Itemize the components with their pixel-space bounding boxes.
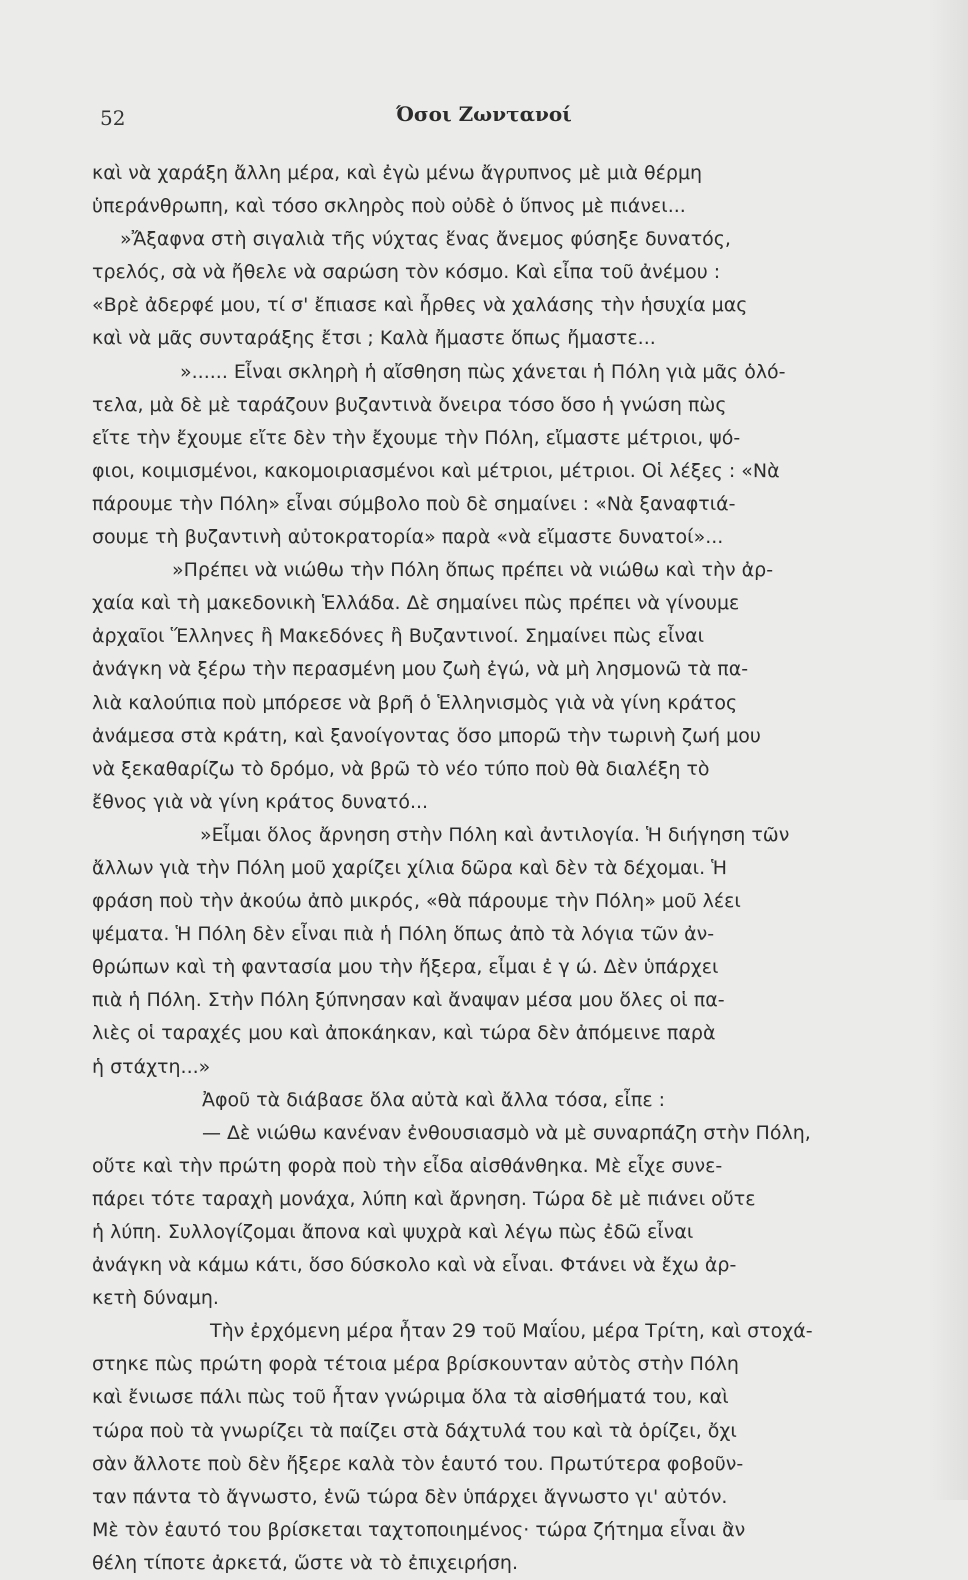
text-line: καὶ νὰ χαράξη ἄλλη μέρα, καὶ ἐγὼ μένω ἄγρυπνος μὲ μιὰ θέρμη: [92, 162, 703, 184]
text-line: θρώπων καὶ τὴ φαντασία μου τὴν ἤξερα, εἶμαι ἐ γ ώ. Δὲν ὑπάρχει: [92, 956, 719, 979]
text-line: λιὰ καλούπια ποὺ μπόρεσε νὰ βρῆ ὁ Ἑλληνισμὸς γιὰ νὰ γίνη κράτος: [92, 691, 738, 714]
text-line: καὶ ἔνιωσε πάλι πὼς τοῦ ἦταν γνώριμα ὅλα τὰ αἰσθήματά του, καὶ: [92, 1386, 729, 1409]
text-line: — Δὲ νιώθω κανέναν ἐνθουσιασμὸ νὰ μὲ συναρπάζη στὴν Πόλη,: [202, 1121, 811, 1144]
text-line: στηκε πὼς πρώτη φορὰ τέτοια μέρα βρίσκουνταν αὐτὸς στὴν Πόλη: [92, 1353, 739, 1376]
text-line: φράση ποὺ τὴν ἀκούω ἀπὸ μικρός, «θὰ πάρουμε τὴν Πόλη» μοῦ λέει: [92, 890, 741, 913]
text-line: ἀνάγκη νὰ κάμω κάτι, ὅσο δύσκολο καὶ νὰ εἶναι. Φτάνει νὰ ἔχω ἀρ-: [92, 1254, 737, 1277]
text-line: φιοι, κοιμισμένοι, κακομοιριασμένοι καὶ μέτριοι, μέτριοι. Οἱ λέξες : «Νὰ: [92, 459, 780, 482]
text-line: »...... Εἶναι σκληρὴ ἡ αἴσθηση πὼς χάνεται ἡ Πόλη γιὰ μᾶς ὁλό-: [180, 360, 786, 383]
text-line: ἡ λύπη. Συλλογίζομαι ἄπονα καὶ ψυχρὰ καὶ λέγω πὼς ἐδῶ εἶναι: [92, 1221, 694, 1243]
text-line: Τὴν ἐρχόμενη μέρα ἦταν 29 τοῦ Μαΐου, μέρα Τρίτη, καὶ στοχά-: [210, 1320, 813, 1343]
page-number: 52: [100, 106, 126, 130]
text-line: ἔθνος γιὰ νὰ γίνη κράτος δυνατό...: [92, 790, 429, 813]
text-line: Ἀφοῦ τὰ διάβασε ὅλα αὐτὰ καὶ ἄλλα τόσα, εἶπε :: [202, 1088, 666, 1111]
text-line: κετὴ δύναμη.: [92, 1287, 219, 1310]
text-line: τρελός, σὰ νὰ ἤθελε νὰ σαρώση τὸν κόσμο. Καὶ εἶπα τοῦ ἀνέμου :: [92, 261, 721, 284]
text-line: »Πρέπει νὰ νιώθω τὴν Πόλη ὅπως πρέπει νὰ νιώθω καὶ τὴν ἀρ-: [172, 559, 774, 582]
text-line: ἀρχαῖοι Ἕλληνες ἢ Μακεδόνες ἢ Βυζαντινοί. Σημαίνει πὼς εἶναι: [92, 625, 705, 648]
text-line: χαία καὶ τὴ μακεδονικὴ Ἑλλάδα. Δὲ σημαίνει πὼς πρέπει νὰ γίνουμε: [92, 592, 740, 615]
page-edge-shadow: [928, 0, 968, 1500]
text-line: τώρα ποὺ τὰ γνωρίζει τὰ παίζει στὰ δάχτυλά του καὶ τὰ ὁρίζει, ὄχι: [92, 1419, 737, 1442]
text-line: Μὲ τὸν ἑαυτό του βρίσκεται ταχτοποιημένος· τώρα ζήτημα εἶναι ἂν: [92, 1518, 746, 1541]
text-line: ἀνάγκη νὰ ξέρω τὴν περασμένη μου ζωὴ ἐγώ, νὰ μὴ λησμονῶ τὰ πα-: [92, 658, 749, 681]
text-line: σουμε τὴ βυζαντινὴ αὐτοκρατορία» παρὰ «νὰ εἴμαστε δυνατοί»...: [92, 526, 724, 549]
text-line: πιὰ ἡ Πόλη. Στὴν Πόλη ξύπνησαν καὶ ἄναψαν μέσα μου ὅλες οἱ πα-: [92, 989, 725, 1012]
text-line: τελα, μὰ δὲ μὲ ταράζουν βυζαντινὰ ὄνειρα τόσο ὅσο ἡ γνώση πὼς: [92, 393, 727, 416]
text-line: ἀνάμεσα στὰ κράτη, καὶ ξανοίγοντας ὅσο μπορῶ τὴν τωρινὴ ζωή μου: [92, 724, 761, 747]
text-line: πάρει τότε ταραχὴ μονάχα, λύπη καὶ ἄρνηση. Τώρα δὲ μὲ πιάνει οὔτε: [92, 1187, 756, 1210]
running-title: Όσοι Ζωντανοί: [396, 102, 572, 126]
body-text: [92, 157, 944, 1580]
text-line: »Ἄξαφνα στὴ σιγαλιὰ τῆς νύχτας ἕνας ἄνεμος φύσηξε δυνατός,: [120, 228, 731, 251]
text-line: ἄλλων γιὰ τὴν Πόλη μοῦ χαρίζει χίλια δῶρα καὶ δὲν τὰ δέχομαι. Ἡ: [92, 856, 728, 879]
text-line: καὶ νὰ μᾶς συνταράξης ἔτσι ; Καλὰ ἤμαστε ὅπως ἤμαστε...: [92, 327, 656, 350]
text-line: λιὲς οἱ ταραχές μου καὶ ἀποκάηκαν, καὶ τώρα δὲν ἀπόμεινε παρὰ: [92, 1022, 716, 1045]
text-line: «Βρὲ ἀδερφέ μου, τί σ' ἔπιασε καὶ ἦρθες νὰ χαλάσης τὴν ἡσυχία μας: [92, 294, 748, 317]
text-line: ψέματα. Ἡ Πόλη δὲν εἶναι πιὰ ἡ Πόλη ὅπως ἀπὸ τὰ λόγια τῶν ἀν-: [92, 923, 715, 946]
text-line: σὰν ἄλλοτε ποὺ δὲν ἤξερε καλὰ τὸν ἑαυτό του. Πρωτύτερα φοβοῦν-: [92, 1452, 744, 1475]
text-line: νὰ ξεκαθαρίζω τὸ δρόμο, νὰ βρῶ τὸ νέο τύπο ποὺ θὰ διαλέξη τὸ: [92, 757, 710, 780]
text-line: »Εἶμαι ὅλος ἄρνηση στὴν Πόλη καὶ ἀντιλογία. Ἡ διήγηση τῶν: [200, 823, 790, 846]
text-line: ταν πάντα τὸ ἄγνωστο, ἐνῶ τώρα δὲν ὑπάρχει ἄγνωστο γι' αὐτόν.: [92, 1485, 728, 1508]
text-line: ἡ στάχτη...»: [92, 1055, 211, 1078]
text-line: θέλη τίποτε ἀρκετά, ὥστε νὰ τὸ ἐπιχειρήση.: [92, 1551, 519, 1574]
text-line: οὔτε καὶ τὴν πρώτη φορὰ ποὺ τὴν εἶδα αἰσθάνθηκα. Μὲ εἶχε συνε-: [92, 1154, 723, 1177]
text-line: πάρουμε τὴν Πόλη» εἶναι σύμβολο ποὺ δὲ σημαίνει : «Νὰ ξαναφτιά-: [92, 492, 736, 515]
text-line: εἴτε τὴν ἔχουμε εἴτε δὲν τὴν ἔχουμε τὴν Πόλη, εἴμαστε μέτριοι, ψό-: [92, 426, 741, 449]
text-line: ὑπεράνθρωπη, καὶ τόσο σκληρὸς ποὺ οὐδὲ ὁ ὕπνος μὲ πιάνει...: [92, 195, 686, 218]
